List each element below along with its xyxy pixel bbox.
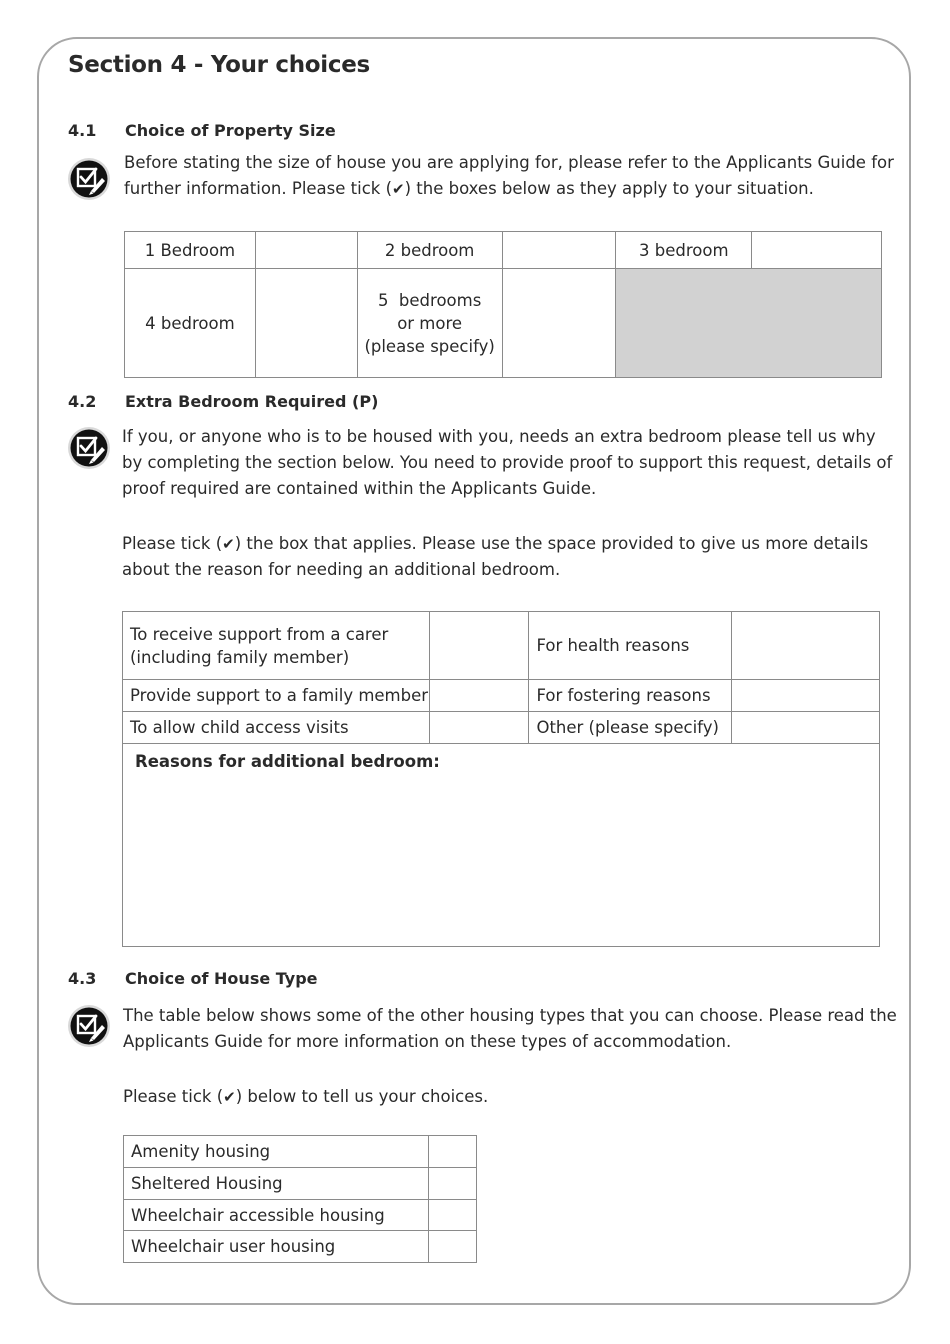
option-label-line: (including family member) — [130, 647, 350, 667]
tick-box-5-bedrooms[interactable] — [502, 269, 616, 378]
section-title: Extra Bedroom Required (P) — [125, 392, 379, 411]
pen-checkbox-icon — [67, 426, 111, 470]
tick-box-1-bedroom[interactable] — [255, 232, 357, 269]
tick-box-3-bedroom[interactable] — [752, 232, 882, 269]
option-label-fostering: For fostering reasons — [529, 680, 732, 712]
tick-box-other[interactable] — [732, 712, 880, 744]
section-title: Choice of House Type — [125, 969, 318, 988]
option-label-health-reasons: For health reasons — [529, 612, 732, 680]
intro-line: proof required are contained within the Applicants Guide. — [122, 479, 597, 498]
intro-line: by completing the section below. You need to provide proof to support this request, details of — [122, 453, 893, 472]
option-label-2-bedroom: 2 bedroom — [357, 232, 502, 269]
tick-box-wheelchair-accessible[interactable] — [429, 1200, 477, 1231]
instruction-line: about the reason for needing an additional bedroom. — [122, 560, 561, 579]
instruction-line-start: Please tick ( — [123, 1087, 224, 1106]
section-4-3-intro — [123, 1003, 897, 1055]
tick-box-2-bedroom[interactable] — [502, 232, 616, 269]
tick-box-support-family[interactable] — [429, 680, 529, 712]
intro-line: Applicants Guide for more information on these types of accommodation. — [123, 1032, 732, 1051]
tick-box-child-access[interactable] — [429, 712, 529, 744]
section-number: 4.1 — [68, 121, 97, 140]
option-label-3-bedroom: 3 bedroom — [616, 232, 752, 269]
reasons-text-area[interactable] — [123, 744, 880, 947]
extra-bedroom-table — [122, 611, 880, 947]
section-4-2-intro — [122, 424, 892, 502]
instruction-line-end: ) below to tell us your choices. — [235, 1087, 489, 1106]
house-type-label: Sheltered Housing — [124, 1168, 429, 1200]
option-label-child-access: To allow child access visits — [123, 712, 430, 744]
instruction-line-start: further information. Please tick ( — [124, 179, 393, 198]
tick-box-fostering[interactable] — [732, 680, 880, 712]
tick-icon: ✔ — [392, 180, 405, 198]
instruction-line-end: ) the box that applies. Please use the space provided to give us more details — [234, 534, 869, 553]
house-type-label: Wheelchair accessible housing — [124, 1200, 429, 1231]
tick-box-sheltered-housing[interactable] — [429, 1168, 477, 1200]
pen-checkbox-icon — [67, 1004, 111, 1048]
shaded-empty-cell — [616, 269, 882, 378]
option-label-line: To receive support from a carer — [130, 624, 389, 644]
instruction-line-start: Please tick ( — [122, 534, 223, 553]
reasons-label: Reasons for additional bedroom: — [135, 752, 440, 771]
intro-line: If you, or anyone who is to be housed with you, needs an extra bedroom please tell us why — [122, 427, 876, 446]
option-label-4-bedroom: 4 bedroom — [125, 269, 256, 378]
property-size-table — [124, 231, 882, 378]
section-4-2-heading — [68, 392, 378, 411]
option-label-5-bedrooms — [357, 269, 502, 378]
tick-icon: ✔ — [222, 535, 235, 553]
tick-box-4-bedroom[interactable] — [255, 269, 357, 378]
option-label-other: Other (please specify) — [529, 712, 732, 744]
page-title: Section 4 - Your choices — [68, 52, 370, 78]
section-4-2-instructions — [122, 531, 868, 583]
option-label-line: 5 bedrooms — [377, 290, 482, 310]
pen-checkbox-icon — [67, 157, 111, 201]
instruction-line-end: ) the boxes below as they apply to your situation. — [404, 179, 814, 198]
tick-icon: ✔ — [223, 1088, 236, 1106]
house-type-label: Amenity housing — [124, 1136, 429, 1168]
option-label-line: (please specify) — [364, 336, 495, 356]
tick-box-health-reasons[interactable] — [732, 612, 880, 680]
house-type-table — [123, 1135, 477, 1263]
section-4-3-heading — [68, 969, 318, 988]
intro-line: The table below shows some of the other housing types that you can choose. Please read the — [123, 1006, 897, 1025]
section-4-3-instructions — [123, 1084, 488, 1110]
section-number: 4.2 — [68, 392, 97, 411]
option-label-1-bedroom: 1 Bedroom — [125, 232, 256, 269]
option-label-support-family: Provide support to a family member — [123, 680, 430, 712]
tick-box-carer-support[interactable] — [429, 612, 529, 680]
tick-box-amenity-housing[interactable] — [429, 1136, 477, 1168]
section-number: 4.3 — [68, 969, 97, 988]
tick-box-wheelchair-user[interactable] — [429, 1231, 477, 1263]
option-label-line: or more — [397, 313, 463, 333]
instruction-line: Before stating the size of house you are applying for, please refer to the Applicants Guide for — [124, 153, 894, 172]
section-title: Choice of Property Size — [125, 121, 336, 140]
house-type-label: Wheelchair user housing — [124, 1231, 429, 1263]
option-label-carer-support — [123, 612, 430, 680]
section-4-1-instructions — [124, 150, 894, 202]
section-4-1-heading — [68, 121, 336, 140]
